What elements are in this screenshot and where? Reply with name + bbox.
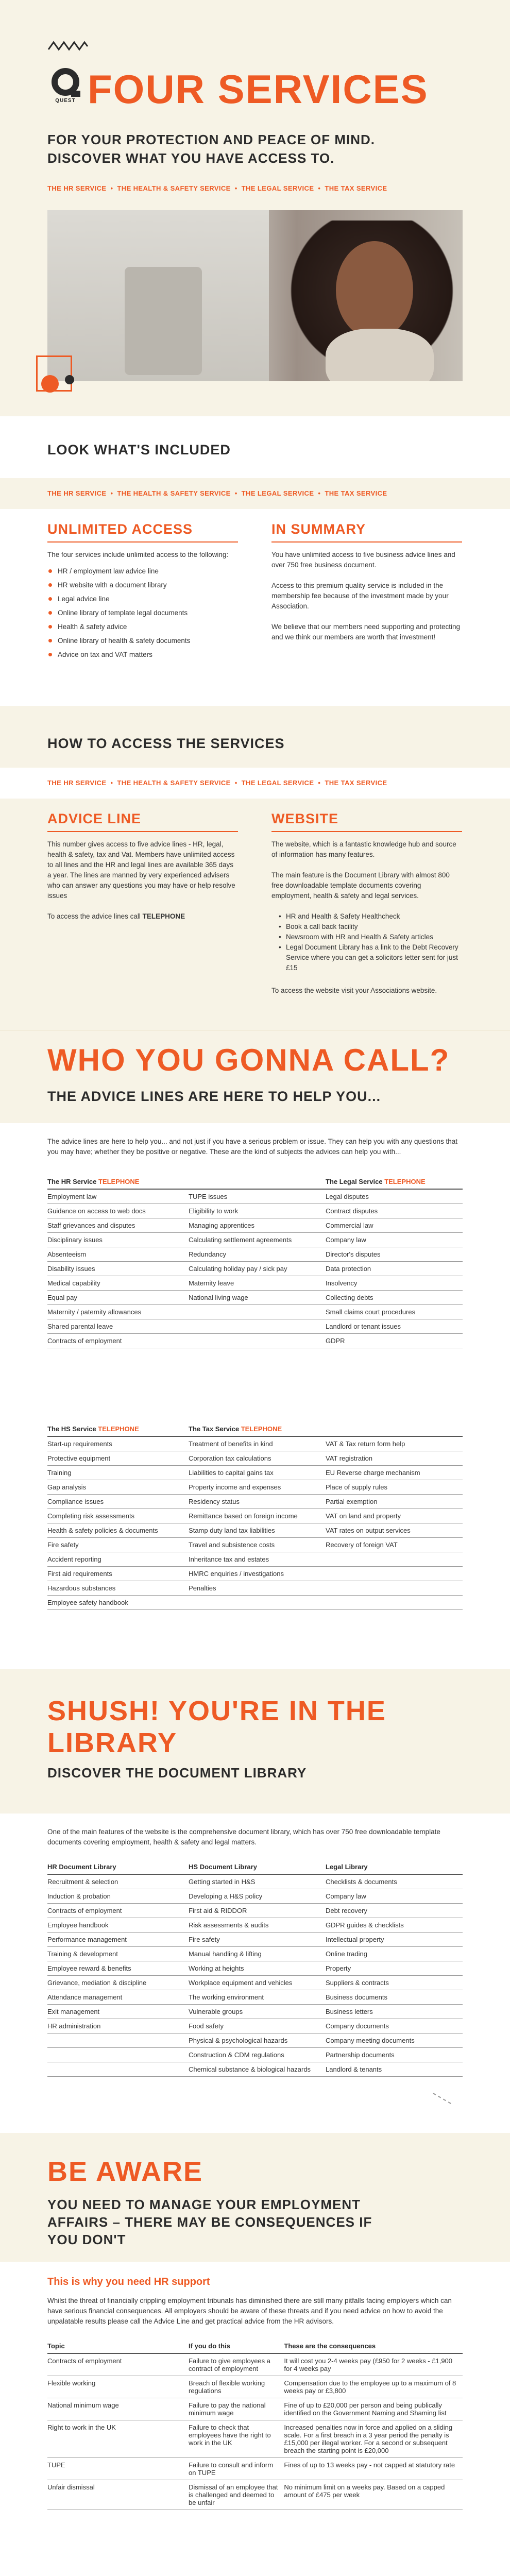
table-cell: Liabilities to capital gains tax — [189, 1466, 326, 1480]
table-cell: Manual handling & lifting — [189, 1947, 326, 1961]
table-row — [47, 1305, 463, 1319]
table-cell: Contract disputes — [326, 1204, 463, 1218]
list-item: HR website with a document library — [47, 578, 238, 592]
table-cell: Eligibility to work — [189, 1204, 326, 1218]
table-header-row — [47, 1422, 463, 1436]
table-row — [47, 2033, 463, 2048]
hr-library-heading: HR Document Library — [47, 1860, 189, 1874]
unlimited-title: UNLIMITED ACCESS — [47, 521, 238, 543]
table-cell: Company law — [326, 1889, 463, 1904]
table-header-row — [47, 1860, 463, 1874]
table-cell: Start-up requirements — [47, 1436, 189, 1451]
table-cell: Exit management — [47, 2005, 189, 2019]
table-cell: Small claims court procedures — [326, 1305, 463, 1319]
website-p1: The website, which is a fantastic knowledge hub and source of information has many features. — [271, 840, 456, 858]
table-cell: Checklists & documents — [326, 1874, 463, 1889]
logo-mark-icon — [52, 68, 79, 96]
table-header-row — [47, 2339, 463, 2353]
consequence-heading: These are the consequences — [284, 2339, 463, 2353]
table-cell: Business documents — [326, 1990, 463, 2005]
table-cell: Intellectual property — [326, 1933, 463, 1947]
table-row — [47, 1436, 463, 1451]
table-cell: Chemical substance & biological hazards — [189, 2062, 326, 2077]
table-cell: Employee safety handbook — [47, 1596, 189, 1610]
tax-service-heading: The Tax Service — [189, 1425, 240, 1433]
table-row — [47, 1495, 463, 1509]
table-cell: Hazardous substances — [47, 1581, 189, 1596]
legal-service-heading: The Legal Service — [326, 1178, 383, 1185]
table-row — [47, 1189, 463, 1204]
table-cell: Fine of up to £20,000 per person and being publically identified on the Government Naming and Shaming list — [284, 2398, 463, 2420]
table-row — [47, 1552, 463, 1567]
quest-logo — [47, 68, 83, 104]
table-cell: Attendance management — [47, 1990, 189, 2005]
table-row — [47, 1262, 463, 1276]
included-heading: LOOK WHAT'S INCLUDED — [47, 442, 231, 457]
table-cell: Employee reward & benefits — [47, 1961, 189, 1976]
table-cell: Commercial law — [326, 1218, 463, 1233]
table-cell: Medical capability — [47, 1276, 189, 1291]
table-row — [47, 1480, 463, 1495]
hero-photo — [47, 210, 463, 381]
table-row — [47, 1319, 463, 1334]
table-cell: Getting started in H&S — [189, 1874, 326, 1889]
table-cell: National living wage — [189, 1291, 326, 1305]
table-row — [47, 2480, 463, 2510]
table-cell: Suppliers & contracts — [326, 1976, 463, 1990]
table-row — [47, 2458, 463, 2480]
table-cell: Director's disputes — [326, 1247, 463, 1262]
table-cell: Increased penalties now in force and applied on a sliding scale. For a first breach in a 3 year period the penalty is £15,000 per illegal worker. For a second or subsequent breach the starting point is £20,000 — [284, 2420, 463, 2458]
aware-why: This is why you need HR support — [47, 2276, 210, 2287]
library-intro: One of the main features of the website is the comprehensive document library, which has over 750 free downloadable template documents covering employment, health & safety and legal matters. — [47, 1828, 440, 1846]
table-cell: Dismissal of an employee that is challenged and deemed to be unfair — [189, 2480, 284, 2510]
logo-text: QUEST — [55, 98, 76, 104]
table-cell: Partnership documents — [326, 2048, 463, 2062]
table-cell: Recruitment & selection — [47, 1874, 189, 1889]
table-cell: Vulnerable groups — [189, 2005, 326, 2019]
list-item: Advice on tax and VAT matters — [47, 648, 238, 662]
table-cell: TUPE — [47, 2458, 189, 2480]
table-cell: Compensation due to the employee up to a maximum of 8 weeks pay or £3,800 — [284, 2376, 463, 2398]
table-row — [47, 1947, 463, 1961]
table-cell: EU Reverse charge mechanism — [326, 1466, 463, 1480]
table-row — [47, 2048, 463, 2062]
table-cell: Collecting debts — [326, 1291, 463, 1305]
list-item: HR / employment law advice line — [47, 564, 238, 578]
table-row — [47, 1204, 463, 1218]
table-cell: Performance management — [47, 1933, 189, 1947]
table-cell — [326, 1567, 463, 1581]
call-table-1 — [47, 1175, 463, 1348]
hero-section — [0, 0, 510, 416]
legal-library-heading: Legal Library — [326, 1860, 463, 1874]
hs-telephone: TELEPHONE — [98, 1425, 139, 1433]
summary-title: IN SUMMARY — [271, 521, 462, 543]
table-cell — [326, 1552, 463, 1567]
library-heading-1: SHUSH! YOU'RE IN THE — [47, 1696, 386, 1726]
table-cell: Company law — [326, 1233, 463, 1247]
table-cell: Health & safety policies & documents — [47, 1523, 189, 1538]
list-item: Health & safety advice — [47, 620, 238, 634]
advice-telephone: TELEPHONE — [142, 912, 185, 920]
list-item: • Newsroom with HR and Health & Safety articles — [276, 932, 462, 942]
table-cell: Maternity leave — [189, 1276, 326, 1291]
table-cell: Redundancy — [189, 1247, 326, 1262]
table-cell: Compliance issues — [47, 1495, 189, 1509]
aware-subheading-3: YOU DON'T — [47, 2232, 126, 2247]
table-cell — [326, 1596, 463, 1610]
summary-p2: Access to this premium quality service is included in the membership fee because of the investment made by your Association. — [271, 582, 449, 610]
legal-telephone: TELEPHONE — [384, 1178, 426, 1185]
dark-circle-decoration — [65, 375, 74, 384]
library-header-section — [0, 1669, 510, 1814]
table-row — [47, 1918, 463, 1933]
table-cell: VAT registration — [326, 1451, 463, 1466]
advice-column — [47, 811, 238, 922]
list-item: Online library of template legal documents — [47, 606, 238, 620]
table-cell: Failure to check that employees have the right to work in the UK — [189, 2420, 284, 2458]
call-intro: The advice lines are here to help you... and not just if you have a serious problem or issue. They can help you with any questions that you may have; whether they be positive or negative. These are the kind of subjects the advices can help you with... — [47, 1138, 457, 1156]
table-cell: Debt recovery — [326, 1904, 463, 1918]
unlimited-intro: The four services include unlimited access to the following: — [47, 551, 229, 558]
table-cell: VAT on land and property — [326, 1509, 463, 1523]
table-cell: Flexible working — [47, 2376, 189, 2398]
list-item: • Book a call back facility — [276, 922, 462, 932]
table-cell: Training — [47, 1466, 189, 1480]
table-cell: Right to work in the UK — [47, 2420, 189, 2458]
zigzag-decoration-icon — [47, 40, 89, 52]
table-cell: Shared parental leave — [47, 1319, 189, 1334]
aware-heading: BE AWARE — [47, 2156, 203, 2187]
hr-telephone: TELEPHONE — [98, 1178, 140, 1185]
list-item: Online library of health & safety documents — [47, 634, 238, 648]
library-table — [47, 1860, 463, 2077]
table-row — [47, 2376, 463, 2398]
table-cell — [189, 1319, 326, 1334]
table-row — [47, 2019, 463, 2033]
table-row — [47, 2420, 463, 2458]
call-subheading: THE ADVICE LINES ARE HERE TO HELP YOU... — [47, 1089, 381, 1104]
table-cell: Residency status — [189, 1495, 326, 1509]
dash-decoration-icon — [433, 2093, 451, 2104]
call-header-section — [0, 1030, 510, 1123]
hero-services-line: THE HR SERVICE • THE HEALTH & SAFETY SERVICE • THE LEGAL SERVICE • THE TAX SERVICE — [47, 184, 387, 192]
table-cell: Disability issues — [47, 1262, 189, 1276]
library-heading-2: LIBRARY — [47, 1727, 177, 1758]
table-cell: Grievance, mediation & discipline — [47, 1976, 189, 1990]
table-cell: Remittance based on foreign income — [189, 1509, 326, 1523]
topic-heading: Topic — [47, 2339, 189, 2353]
table-cell — [189, 1596, 326, 1610]
table-cell: It will cost you 2-4 weeks pay (£950 for 2 weeks - £1,900 for 4 weeks pay — [284, 2353, 463, 2376]
summary-p1: You have unlimited access to five business advice lines and over 750 free business document. — [271, 551, 455, 569]
call-heading: WHO YOU GONNA CALL? — [47, 1043, 450, 1077]
table-cell: Online trading — [326, 1947, 463, 1961]
table-cell: Food safety — [189, 2019, 326, 2033]
table-cell: The working environment — [189, 1990, 326, 2005]
list-item: • HR and Health & Safety Healthcheck — [276, 911, 462, 922]
call-body-section — [0, 1123, 510, 1669]
table-cell: GDPR — [326, 1334, 463, 1348]
aware-intro: Whilst the threat of financially crippling employment tribunals has diminished there are still many pitfalls facing employers which can have serious financial consequences. All employers should be aware of these threats and if you need advice on how to avoid the unpalatable results please call the Advice Line and get practical advice from the HR advisors. — [47, 2297, 452, 2325]
table-row — [47, 2398, 463, 2420]
table-cell: Calculating settlement agreements — [189, 1233, 326, 1247]
list-item: Legal advice line — [47, 592, 238, 606]
table-cell: Accident reporting — [47, 1552, 189, 1567]
hero-subtitle-2: DISCOVER WHAT YOU HAVE ACCESS TO. — [47, 150, 335, 166]
table-cell: HR administration — [47, 2019, 189, 2033]
table-cell: Failure to consult and inform on TUPE — [189, 2458, 284, 2480]
list-item: • Legal Document Library has a link to the Debt Recovery Service where you can get a solicitors letter sent for just £15 — [276, 942, 462, 973]
table-cell — [189, 1334, 326, 1348]
table-cell: Gap analysis — [47, 1480, 189, 1495]
table-cell: Contracts of employment — [47, 2353, 189, 2376]
library-body-section — [0, 1814, 510, 2133]
table-cell: Data protection — [326, 1262, 463, 1276]
table-row — [47, 1233, 463, 1247]
table-cell: Fines of up to 13 weeks pay - not capped at statutory rate — [284, 2458, 463, 2480]
tax-telephone: TELEPHONE — [241, 1425, 282, 1433]
table-cell: Treatment of benefits in kind — [189, 1436, 326, 1451]
aware-subheading-2: AFFAIRS – THERE MAY BE CONSEQUENCES IF — [47, 2214, 372, 2230]
table-cell: Unfair dismissal — [47, 2480, 189, 2510]
advice-p2-prefix: To access the advice lines call — [47, 912, 141, 920]
table-cell: Protective equipment — [47, 1451, 189, 1466]
table-row — [47, 1889, 463, 1904]
table-cell — [189, 1305, 326, 1319]
website-p3: To access the website visit your Associations website. — [271, 987, 437, 994]
summary-column — [271, 521, 462, 642]
table-cell: Developing a H&S policy — [189, 1889, 326, 1904]
table-cell: Legal disputes — [326, 1189, 463, 1204]
table-cell — [47, 2062, 189, 2077]
table-cell: Calculating holiday pay / sick pay — [189, 1262, 326, 1276]
table-cell: Induction & probation — [47, 1889, 189, 1904]
aware-table — [47, 2339, 463, 2510]
table-row — [47, 1990, 463, 2005]
table-cell: Managing apprentices — [189, 1218, 326, 1233]
table-cell: HMRC enquiries / investigations — [189, 1567, 326, 1581]
table-row — [47, 1961, 463, 1976]
advice-p2 — [47, 911, 238, 922]
table-cell: Equal pay — [47, 1291, 189, 1305]
table-cell: TUPE issues — [189, 1189, 326, 1204]
orange-circle-decoration — [41, 375, 59, 393]
website-column — [271, 811, 462, 996]
table-cell: Disciplinary issues — [47, 1233, 189, 1247]
table-cell: Landlord & tenants — [326, 2062, 463, 2077]
table-cell — [47, 2048, 189, 2062]
table-row — [47, 1247, 463, 1262]
table-row — [47, 1523, 463, 1538]
table-cell: Place of supply rules — [326, 1480, 463, 1495]
advice-title: ADVICE LINE — [47, 811, 238, 832]
table-cell — [47, 2033, 189, 2048]
table-cell: Landlord or tenant issues — [326, 1319, 463, 1334]
included-header-section — [0, 416, 510, 478]
howto-heading: HOW TO ACCESS THE SERVICES — [47, 736, 285, 751]
table-cell: Contracts of employment — [47, 1334, 189, 1348]
table-row — [47, 1218, 463, 1233]
table-cell: GDPR guides & checklists — [326, 1918, 463, 1933]
table-cell: Property — [326, 1961, 463, 1976]
table-row — [47, 1874, 463, 1889]
table-row — [47, 1904, 463, 1918]
table-cell: Working at heights — [189, 1961, 326, 1976]
table-row — [47, 1334, 463, 1348]
hs-service-heading: The HS Service — [47, 1425, 96, 1433]
aware-subheading-1: YOU NEED TO MANAGE YOUR EMPLOYMENT — [47, 2197, 361, 2212]
table-row — [47, 1291, 463, 1305]
table-cell: Contracts of employment — [47, 1904, 189, 1918]
table-cell: Workplace equipment and vehicles — [189, 1976, 326, 1990]
table-row — [47, 1276, 463, 1291]
table-row — [47, 2353, 463, 2376]
table-row — [47, 1976, 463, 1990]
table-cell: First aid requirements — [47, 1567, 189, 1581]
table-cell: Absenteeism — [47, 1247, 189, 1262]
howto-body-section — [0, 799, 510, 1030]
aware-body-section — [0, 2262, 510, 2576]
library-subheading: DISCOVER THE DOCUMENT LIBRARY — [47, 1765, 307, 1781]
included-services-line: THE HR SERVICE • THE HEALTH & SAFETY SERVICE • THE LEGAL SERVICE • THE TAX SERVICE — [47, 489, 387, 497]
website-list — [271, 911, 462, 973]
hs-library-heading: HS Document Library — [189, 1860, 326, 1874]
table-cell: Travel and subsistence costs — [189, 1538, 326, 1552]
table-cell: First aid & RIDDOR — [189, 1904, 326, 1918]
howto-header-section — [0, 706, 510, 768]
table-row — [47, 1933, 463, 1947]
table-cell: Guidance on access to web docs — [47, 1204, 189, 1218]
table-row — [47, 1466, 463, 1480]
howto-services-line: THE HR SERVICE • THE HEALTH & SAFETY SERVICE • THE LEGAL SERVICE • THE TAX SERVICE — [47, 779, 387, 787]
table-cell: VAT rates on output services — [326, 1523, 463, 1538]
table-cell: Maternity / paternity allowances — [47, 1305, 189, 1319]
table-cell: Risk assessments & audits — [189, 1918, 326, 1933]
table-cell: National minimum wage — [47, 2398, 189, 2420]
table-cell: Property income and expenses — [189, 1480, 326, 1495]
unlimited-list — [47, 564, 238, 662]
table-cell: Completing risk assessments — [47, 1509, 189, 1523]
table-header-row — [47, 1175, 463, 1189]
table-cell: Corporation tax calculations — [189, 1451, 326, 1466]
hero-title: FOUR SERVICES — [88, 66, 429, 112]
included-body-section — [0, 509, 510, 706]
table-cell: VAT & Tax return form help — [326, 1436, 463, 1451]
table-cell: Construction & CDM regulations — [189, 2048, 326, 2062]
table-cell: No minimum limit on a weeks pay. Based on a capped amount of £475 per week — [284, 2480, 463, 2510]
table-cell: Failure to give employees a contract of employment — [189, 2353, 284, 2376]
table-cell: Breach of flexible working regulations — [189, 2376, 284, 2398]
table-cell: Training & development — [47, 1947, 189, 1961]
table-cell: Penalties — [189, 1581, 326, 1596]
table-row — [47, 1567, 463, 1581]
table-cell: Stamp duty land tax liabilities — [189, 1523, 326, 1538]
table-row — [47, 2062, 463, 2077]
table-cell: Company documents — [326, 2019, 463, 2033]
table-row — [47, 1581, 463, 1596]
table-cell: Employee handbook — [47, 1918, 189, 1933]
aware-header-section — [0, 2133, 510, 2262]
table-cell: Company meeting documents — [326, 2033, 463, 2048]
table-row — [47, 1596, 463, 1610]
table-cell: Failure to pay the national minimum wage — [189, 2398, 284, 2420]
hero-subtitle-1: FOR YOUR PROTECTION AND PEACE OF MIND. — [47, 132, 376, 147]
advice-p1: This number gives access to five advice lines - HR, legal, health & safety, tax and Vat. Members have unlimited access to all lines and the HR and legal lines are available 365 days a year. The lines are manned by very experienced advisers who can answer any questions you may have or help resolve issues — [47, 840, 235, 900]
table-cell: Employment law — [47, 1189, 189, 1204]
howto-services-band — [0, 768, 510, 799]
included-services-band — [0, 478, 510, 509]
table-cell: Physical & psychological hazards — [189, 2033, 326, 2048]
summary-p3: We believe that our members need supporting and protecting and we think our members are worth that investment! — [271, 623, 460, 641]
hr-service-heading: The HR Service — [47, 1178, 97, 1185]
table-cell — [326, 1581, 463, 1596]
table-cell: Staff grievances and disputes — [47, 1218, 189, 1233]
call-table-2 — [47, 1422, 463, 1610]
table-cell: Partial exemption — [326, 1495, 463, 1509]
table-cell: Fire safety — [47, 1538, 189, 1552]
website-p2: The main feature is the Document Library with almost 800 free downloadable template documents covering employment, health & safety and legal services. — [271, 871, 450, 900]
table-cell: Insolvency — [326, 1276, 463, 1291]
table-cell: Inheritance tax and estates — [189, 1552, 326, 1567]
table-row — [47, 2005, 463, 2019]
table-row — [47, 1509, 463, 1523]
table-cell: Business letters — [326, 2005, 463, 2019]
table-cell: Recovery of foreign VAT — [326, 1538, 463, 1552]
unlimited-column — [47, 521, 238, 662]
table-row — [47, 1451, 463, 1466]
action-heading: If you do this — [189, 2339, 284, 2353]
table-cell: Fire safety — [189, 1933, 326, 1947]
website-title: WEBSITE — [271, 811, 462, 832]
table-row — [47, 1538, 463, 1552]
